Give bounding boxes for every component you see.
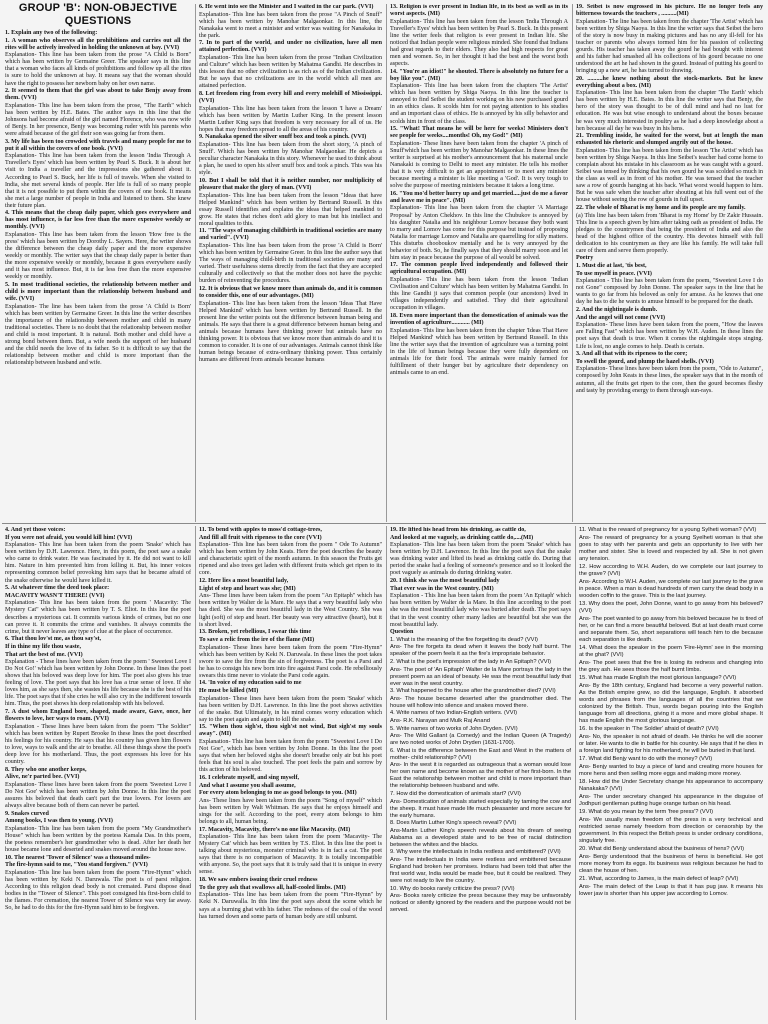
qa-paragraph: 13. Why does the poet, John Donne, want to go away from his beloved? (VVI)	[579, 601, 763, 614]
question-heading: 14. 'In voice of my education said to me	[199, 680, 302, 687]
question-heading: 4. This means that the cheap daily paper, which goes everywhere and has most influence, is far less free than the more expensive weekly or monthly. (VVI)	[5, 210, 191, 231]
question-heading: 2. It seemed to them that the girl was about to take Benjy away from them. (VVI)	[5, 88, 191, 102]
qa-paragraph: 8. Does Martin Luther King's speech reveal? (VVI)	[390, 820, 517, 827]
qa-paragraph: 20. What did Benjy understand about the business of hens? (VVI)	[579, 846, 745, 852]
question-heading: 18. Even more important than the domestication of animals was the invention of agriculture............ (MI)	[390, 312, 568, 326]
qa-paragraph: 12. How according to W.H. Auden, do we complete our last journey to the grave? (VVI)	[579, 564, 763, 577]
qa-paragraph: 19. What do you mean by the term 'free press'? (VVI)	[579, 809, 713, 815]
explanation-paragraph: Explanation- This line has been taken from the lesson 'How free is the press' which has been written by Dorothy L. Sayers. Here, the writer shows the difference between the cheap daily paper and the more expensive weekly or monthly. The writer says that the cheap daily paper is better than the more expensive weekly or monthly, because it goes everywhere easily and it has most influence. But, it is far less free than the more expensive weekly or monthly.	[5, 232, 191, 281]
question-heading: To the grey ash that swallows all, half-cooled limbs. (MI)	[199, 884, 346, 891]
explanation-paragraph: Explanation- This line has been taken from the poem "Sweetest Love I Do Not Goe", which has been written by John Donne. In this line the poet says that when her beloved sighs she doesn't breathe only air but his poet feels that his soul is also touched. The poet feels the pain and sorrow by this action of his beloved.	[199, 739, 382, 774]
qa-paragraph: Ans- Benjy wanted to buy a piece of land and creating more houses for more hens and then selling more eggs and making more money.	[579, 764, 763, 777]
question-heading: 13. Broken, yet rebellious, I swear this time	[199, 629, 312, 636]
question-heading: 18. We saw embers issuing their cruel redness	[199, 877, 318, 884]
question-heading: For every atom belonging to me as good belongs to you. (MI)	[199, 790, 357, 797]
question-heading: 7. A dust whom England bore, shaped, made aware, Gave, once, her flowers to love, her ways to roam. (VVI)	[5, 709, 191, 723]
question-heading: Poetry	[576, 255, 594, 262]
question-heading: 15. "What! That means he will be here for weeks! Ministers don't see people for weeks....months! Oh, my God!" (MI)	[390, 126, 568, 140]
text-block	[579, 527, 763, 898]
column-divider	[572, 4, 573, 522]
section-title: GROUP 'B': NON-OBJECTIVE QUESTIONS	[18, 2, 178, 27]
qa-paragraph: Ans- In the west it is regarded as outrageous that a woman would lose her own name and become known as the mother of her first-born. In the East the relationship between mother and child is more important than the relationship between husband and wife.	[390, 762, 571, 790]
explanation-paragraph: (a) This line has been taken from 'Bharat is my Home' by Dr Zakir Hussain. This line is a speech given by him after taking oath as president of India. He pledges to the countrymen that being the president of India and also the head of the highest office of the country. His devotes himself with full dedication to his countrymen as they are like his family. He will take full care of them and serve them properly.	[576, 212, 763, 254]
top-column-2	[199, 4, 382, 521]
explanation-paragraph: Explanation- This line has been taken from the lesson 'Ideas That Have Helped Mankind' which has been written by Bertrand Russell. In the present line the writer points out the difference between human being and animals. He says that there is a great difference between human being and animals because humans have thinking power but animals have no thinking power. It is obvious that we know more than animals do and it is common to consider. It is one of our advantages. Animals cannot think like human beings because of extra-ordinary thinking power. Thus certainly humans are different from animals because humans	[199, 300, 382, 364]
text-block	[576, 4, 763, 395]
explanation-paragraph: Explanation- This line has been taken from the prose "A Pinch of Snuff" which has been written by Manohar Malgaonkar. In this line, the Nanakaka went to meet a minister and writer was waiting for Nanakaka in the park.	[199, 11, 382, 39]
qa-paragraph: Ans- The reward of pregnancy for a young Syelheti woman is that she goes to stay with her parents and gets an opportunity to live with her mother and sister. She is loved and respected by all. She is not given any tension.	[579, 535, 763, 562]
qa-paragraph: Ans-Martin Luther King's speech reveals about his dream of seeing Alabama as a developed state and to be free of racial distinction between the whites and the blacks.	[390, 827, 571, 848]
explanation-paragraph: Explanation- This line has been taken from the lesson 'I have a Dream' which has been written by Martin Luther King. In the present lesson Martin Luther King says that freedom is very necessary for all of us. He hopes that may freedom spread to all the areas of his country.	[199, 105, 382, 133]
qa-paragraph: 9. Why were the intellectuals in India restless and embittered? (VVI)	[390, 849, 561, 856]
explanation-paragraph: Explanation- This line has been taken from the prose "A Child is Born" which has been written by Germaine Greer. The speaker says in this line that a woman who faces all kinds of prohibitions and follow up all the rites is sure to hold the unknown at bay. It means say that the woman should have the right to possess her newborn baby on her own name.	[5, 52, 191, 87]
explanation-paragraph: Explanation- This line has been taken from the poem 'Macavity- The Mystery Cat' which has been written by T.S. Eliot. In this line the poet is talking about mysterious, monster criminal who is in fact a cat. The poet says that there is no comparison of Macavity. It is totally incompatible with anyone. So, the poet says that it is truly said that it is unique in every sense.	[199, 834, 382, 876]
explanation-paragraph: Explanation- This line has been taken from the lesson 'India Through A Traveller's Eyes' which has been written by Pearl S. Buck. It is about her visit to India a traveller and the impressions she gathered about it. According to Pearl S. Buck, her life is full of travels. When she visited to India, she met several kinds of people. Her life is full of so many people that it is not possible to put them within the covers of one book. It means she met a large number of people in India and listened to them. She knew their future plan.	[5, 153, 191, 209]
explanation-paragraph: Explanation- This line has been taken from the poem 'Snake' which has been written by D.H. Lawrence. Here, in this poem, the poet saw a snake who came to drink water. He was fascinated by it. He did not want to kill him. Nature in him prevented him from killing it. But, his inner voices representing common belief provoking him says that he became afraid of the snake otherwise he would have killed it.	[5, 542, 191, 584]
text-block	[199, 527, 382, 921]
question-heading: 22. The whole of Bharat is my home and its people are my family.	[576, 204, 746, 211]
question-heading: 5. At whatever time the deed took place:	[5, 585, 110, 592]
explanation-paragraph: Explanation- These lines have been taken from the chapter 'A pinch of Snuff'which has been written by Manohar Malgaonkar. In these lines the writer is surprised at his mother's announcement that his maternal uncle Nanakaki is coming to Delhi to meet any minister. He tells his mother that it is very difficult to get an appointment or to meet any minister because meeting a minister is like meeting a 'God'. It is very tough to solve the purpose of meeting ministers because it takes a long time.	[390, 140, 568, 190]
qa-paragraph: Ans- By the 18th century, England had become a very powerful nation. As the British empire grew, so did the language, English. It absorbed words and phrases from the languages of all the countries that we colonized by the British. Thus, words began pouring into the English language from all directions, giving it a more and more global shape. It has made English the most glorious language.	[579, 683, 763, 724]
column-divider	[195, 526, 196, 1020]
question-heading: That art the best of me. (VVI)	[5, 651, 83, 658]
question-heading: 16. "You mo'd better hurry up and get married.....just do me a favor and leave me in peace". (MI)	[390, 190, 568, 204]
qa-paragraph: 1. What is the meaning of the fire forgetting its dead? (VVI)	[390, 636, 538, 643]
top-column-1	[5, 2, 191, 521]
explanation-paragraph: Explanation - This line has been taken from the poem 'An Epitaph' which has been written by Walter de la Mare. In this line according to the poet she was the most beautiful lady who was buried after death. The poet says that in the west country other many ladies are beautiful but she was the most beautiful lady.	[390, 593, 571, 628]
question-heading: 17. Macavity, Macavity, there's no one like Macavity. (MI)	[199, 826, 351, 833]
qa-paragraph: 15. What has made English the most glorious language? (VVI)	[579, 675, 737, 681]
explanation-paragraph: Explanation- This line has been taken from the chapter 'Ideas That Have Helped Mankind' which has been written by Bertrand Russell. In this line the writer says that the invention of agriculture was a turning point in the life of human beings because they were fully dependent on animals life for their food. The animals were mainly farmed for fulfillment of their hunger but by agriculture their dependency on animals came to an end.	[390, 327, 568, 376]
question-heading: 8. Let freedom ring from every hill and every molehill of Mississippi. (VVI)	[199, 90, 382, 104]
explanation-paragraph: Explanation- This line has been taken from the chapter 'The Earth' which has been written by H.E. Bates. In this line the writer says that Benjy, the hero of the story was thought to be of dull mind and had no lust for education. He was but wise enough to understand about the boxes because he was very much interested in poultry as he had a deep knowledge about a hen because all day he was busy in his hens.	[576, 90, 763, 132]
question-heading: 7. In to part of the world, and under no civilization, have all men attained perfection. (VVI)	[199, 40, 382, 54]
qa-paragraph: 18. How did the Under Secretary change his appearance to accompany Nanakaka? (VVI)	[579, 779, 763, 792]
qa-paragraph: 4. Write names of two Indian-English writers. (VVI)	[390, 710, 517, 717]
qa-paragraph: Ans- The poet of 'An Epitaph' Walter de la Mare portrays the lady in the present poem as an ideal of beauty. He was the most beautiful lady that ever was in the west country.	[390, 666, 571, 687]
question-heading: 14. "You're an idiot!" he shouted. There is absolutely no future for a boy like you". (MI)	[390, 68, 568, 82]
qa-paragraph: Ans- We usually mean freedom of the press in a very technical and restricted sense namely freedom from direction or censorship by the government. In this respect the British press is under ordinary conditions, singularly free.	[579, 817, 763, 844]
question-heading: 10. The nearest 'Tower of Silence' was a thousand miles-	[5, 854, 151, 861]
bottom-column-1	[5, 527, 191, 1021]
explanation-paragraph: Explanation- This line has been taken from the lesson 'India Through A Traveller's Eyes' which has been written by Pearl S. Buck. In this present line the writer feels that religion is ever present in Indian life. She noticed that Indian people were religious minded. She found that Indians had great regards to their elders. They also had high respects for great men and women. So, in her thought it had the best and the worst both aspects.	[390, 18, 568, 67]
question-heading: If in thine my life thou waste,	[5, 643, 82, 650]
qa-paragraph: Ans- Benjy understood that the business of hens is beneficial. He got more money from its eggs. Its business was religious because he had to clean the house of hen.	[579, 854, 763, 874]
explanation-paragraph: Explanation - This line has been taken from the poem, "Sweetest Love I do not Gone" composed by John Donne. The speaker says in the line that he wants to go far from his beloved as only for amuse. As he knows that one day he has to die he wants to amuse himself to be prepared for the death.	[576, 278, 763, 306]
question-heading: 11. To bend with apples to moss'd cottage-trees,	[199, 527, 322, 533]
explanation-paragraph: Explanation- This line has been taken from the poem " Ode To Autumn" which has been written by John Keats. Here the poet describes the beauty and characteristic spirit of the month autumn. In this season the Fruits get ripened and also trees get laden with different fruits which get ripen to its core.	[199, 542, 382, 577]
explanation-paragraph: Ans- These lines have been taken from the poem "An Epitaph" which has been written by Walter de la Mare. He says that a very beautiful lady who has died. She was the most beautiful lady in the West Country. She was light (soft) of step and heart. Her beauty was very attractive (heart), but it is short lived.	[199, 593, 382, 628]
section-divider	[2, 523, 766, 524]
qa-paragraph: Ans- Books rarely criticize the press because they may be unfavorably noticed or silently ignored by the readers and the purpose would not be served.	[390, 893, 571, 914]
question-heading: 3. My life has been too crowded with travels and many people for me to put it all within the covers of one book. (VVI)	[5, 138, 191, 152]
question-heading: 2. And the nightingale is dumb.	[576, 307, 658, 314]
question-heading: 11. "The ways of managing childbirth in traditional societies are many and varied". (VVI)	[199, 228, 382, 242]
question-heading: And what I assume you shall assume,	[199, 782, 296, 789]
qa-paragraph: Ans- The intellectuals in India were restless and embittered because England had broken her promises. Indians had been told that after the first world war, India would be made free, but it could be realized. They were not ready to live the country.	[390, 856, 571, 884]
question-heading: 1. Must die at last, 'tis best,	[576, 263, 647, 270]
explanation-paragraph: Explanation- This line has been taken from the prose 'A Child is Born' which has been written by Germaine Greer. In this line the author says that The ways of managing child-birth in traditional societies are many and varied. Their usefulness stems directly from the fact that they are accepted culturally and collectively so that the mother does not have the psychic burden of reinventing the procedures.	[199, 243, 382, 285]
qa-paragraph: 6. What is the difference between the East and West in the matters of mother- child relationship? (VVI)	[390, 747, 571, 761]
question-heading: 20. ..........he knew nothing about the stock-markets. But he knew everything about a box. (MI)	[576, 75, 763, 89]
question-heading: And looked at me vaguely, as drinking cattle do,....(MI)	[390, 534, 534, 541]
question-heading: Light of step and heart was she; (MI)	[199, 585, 296, 592]
question-heading: Among books, I was then to young. (VVI)	[5, 818, 113, 825]
text-block	[390, 527, 571, 914]
question-heading: 8. They who one another keeps,	[5, 766, 87, 773]
qa-paragraph: Ans- The poet sees that the fire is losing its redness and changing into the grey ash. He sees those the half burnt limbs.	[579, 660, 763, 673]
explanation-paragraph: Explanation- This line has been taken from the short story, 'A pinch of Snuff'. Which has been written by Manohar Malgaonkar. He depicts a peculiar character Nanakaka in this story. Whenever he used to think about a plan, he used to open his silver snuff box and took a pinch. This was his style.	[199, 142, 382, 177]
explanation-paragraph: Explanation- This line has been taken from the chapters 'The Artist' which has been written by Shiga Naoya. In this line the teacher is annoyed to find Seibei the student working on his new purchased gourd in an ethics class. It scolds him for not paying attention to his studies and an important class of ethics. He is annoyed by his silly behavior and scolds him in front of the class.	[390, 83, 568, 125]
explanation-paragraph: Ans- These lines have been taken from the poem "Song of myself" which has been written by Walt Whitman. He says that he enjoys himself and sings for the self. According to the poet, every atom belongs to him belongs to all, human being.	[199, 797, 382, 825]
qa-paragraph: 16. Is the speaker in 'The Soldier' afraid of death? (VVI)	[579, 726, 719, 732]
question-heading: 19. He lifted his head from his drinking, as cattle do,	[390, 527, 526, 533]
text-block	[5, 30, 191, 367]
question-heading: 12. Here lies a most beautiful lady,	[199, 578, 289, 585]
question-heading: To save a relic from the ire of the flame (MI)	[199, 636, 315, 643]
explanation-paragraph: Explanation- This line has been taken from the poem "Fire-Hymn" which has been written by Keki N. Daruwala. The poet is of parsi religion. According to this religion dead body is not cremated. Parsi dispose dead bodies in the "Tower of Silence". This poet consigned his first-born child to the flames. For cremation, the nearest Tower of Silence was very far away. So, he had to do this for the fire-Hymn said him to be forgiven.	[5, 870, 191, 912]
qa-paragraph: 17. What did Benjy want to do with the money? (VVI)	[579, 756, 713, 762]
qa-paragraph: Ans- No, the speaker is not afraid of death. He thinks he will die sooner or later. He wants to die in battle for his country. He says that if he dies in a foreign land fighting for his motherland, he will be buried in that land.	[579, 734, 763, 754]
qa-paragraph: Ans- The main defect of the Leap is that it has pug jaw. It means his lower jaw is shorter than his upper jaw according to Lomov.	[579, 884, 763, 897]
column-divider	[575, 526, 576, 1020]
qa-paragraph: 14. What does the speaker in the poem 'Fire-Hymn' see in the morning at the ghat? (VVI)	[579, 645, 763, 658]
question-heading: To swell the gourd, and plump the hazel shells. (VVI)	[576, 358, 714, 365]
explanation-paragraph: Explanation - These lines have been taken from the poem "The Soldier" which has been written by Rupert Brooke In these lines the poet described his feelings for his country. He says that his country has given him flowers to love, ways to walk and the air to breathe. All these things show the poet's deep love for his motherland. Thus, the poet expresses his love for his country.	[5, 723, 191, 766]
column-divider	[195, 4, 196, 522]
explanation-paragraph: Explanation- These lines have been taken from the poem "Fire-Hymn" which has been written by Keki N. Daruwala. In these lines the poet takes swore to save the fire from the sin of forgiveness. The poet is a Parsi and he has to consign his new born into fire against Parsi code. He rebelliously swears this time never to violate the Parsi code again.	[199, 644, 382, 679]
bottom-column-3	[390, 527, 571, 1021]
question-heading: 19. Seibei is now engrossed in his picture. He no longer feels any bitterness towards the teachers , ..........(MI)	[576, 4, 763, 18]
question-heading: To use myself in peace. (VVI)	[576, 270, 652, 277]
question-heading: 1. A woman who observes all the prohibitions and carries out all the rites will be actively involved in holding the unknown at bay. (VVI)	[5, 37, 191, 51]
question-heading: 17. The common people lived independently and followed their agricultural occupation. (MI)	[390, 262, 568, 276]
text-block	[199, 4, 382, 364]
question-heading: And fill all fruit with ripeness to the core (VVI)	[199, 534, 322, 541]
explanation-paragraph: Explanation- These lines have been taken from the poem 'Sweetest Love I Do Not Goe' which has been written by John Donne. In this line the poet assures his beloved that death can't part the true lovers. For lovers are always alive because both of them can never be parted.	[5, 781, 191, 810]
qa-paragraph: Ans- Domestication of animals started especially by taming the cow and the sheep. It must have made life much pleasanter and more secure for the early humans.	[390, 798, 571, 819]
explanation-paragraph: Explanation- This line has been taken from the lesson 'The Artist' which has been written by Shiga Naoya. In this line Seibei's teacher had come home to complain about his mistake in his classroom as he was caught with a gourd. Seibei was tensed by thinking that his own gourd he was scolded so much in the class as well as in front of his mother. He was tensed that the teacher saw a row of gourds hanging at his back. What worst would happen to him. But he was safe when the teacher after shouting at his full went out of the house without seeing the row of gourds in full upset.	[576, 147, 763, 204]
question-heading: 9. Snakes curved	[5, 810, 49, 817]
explanation-paragraph: Explanation- These lines have been taken from the poem 'Snake' which has been written by D.H. Lawrence. In this line the poet shows activities of the snake. But Ultimately, in his mind comes worry education which say to the poet again and again to kill the snake.	[199, 695, 382, 723]
qa-paragraph: 10. Why do books rarely criticize the press? (VVI)	[390, 885, 515, 892]
top-column-3	[390, 4, 568, 521]
bottom-column-2	[199, 527, 382, 1021]
question-heading: He must be killed (MI)	[199, 687, 259, 694]
qa-paragraph: 3. What happened to the house after the grandmother died? (VVI)	[390, 688, 556, 695]
qa-paragraph: Ans- The house became deserted after the grandmother died. The house will hollow into silence and snakes moved there.	[390, 695, 571, 709]
qa-paragraph: Ans- The poet wanted to go away from his beloved because he is tired of her, or he can find a more beautiful beloved. But at last death must come and separate them. So, short separations will teach him to die because each separation is like death.	[579, 616, 763, 643]
question-heading: 6. He went into see the Minister and I waited in the car park. (VVI)	[199, 4, 374, 10]
question-heading: If you were not afraid, you would kill him! (VVI)	[5, 534, 133, 541]
question-heading: 10. But I shall be told that it is neither number, nor multiplicity of pleasure that make the glory of man. (VVI)	[199, 177, 382, 191]
question-heading: 21. Trembling inside, he waited for the worst, but at length the man exhausted his rhetoric and slumped angrily out of the house.	[576, 133, 763, 147]
question-heading: Question	[390, 629, 414, 636]
question-heading: 16. I celebrate myself, and sing myself,	[199, 774, 300, 781]
qa-paragraph: 7. How did the domestication of animals start? (VVI)	[390, 790, 521, 797]
question-heading: 13. Religion is ever present in Indian life, in its best as well as in its worst aspects. (MI)	[390, 4, 568, 18]
explanation-paragraph: Explanation - These lines have been taken from the poem ' Sweetest Love I Do Not Go!' which has been written by John Donne. In these lines the poet shows that his beloved was deep love for him. The poet also gives his true feeling of love. The poet says that his love has a true sense of love. If she loves him, as she says then, she wastes his life because she is the best of his life. The poet says that if she cries he will also cry in the indifferent towards him. Thus, the poet shows his deep relationship with his beloved.	[5, 659, 191, 708]
question-heading: 15. "When thou sigh'st, thou sigh'st not wind, But sigh'st my souls away". (MI)	[199, 724, 382, 738]
qa-paragraph: 11. What is the reward of pregnancy for a young Sylheti woman? (VVI)	[579, 527, 757, 533]
question-heading: And the angel will not come (VVI)	[576, 314, 666, 321]
explanation-paragraph: Explanation- These lines have been taken from the poem, "Ode to Autumn", composed by John Keats in these lines, the speaker says that in the month of autumn, all the fruits get ripen to the core, then the gourd becomes fleshy and tasty by providing energy to them through sun-rays.	[576, 366, 763, 394]
qa-paragraph: Ans- According to W.H. Auden, we complete our last journey to the grave in peace. When a man is dead hundreds of men carry the dead body in a wooden coffin to the grave. This is the last journey.	[579, 579, 763, 599]
bottom-column-4	[579, 527, 763, 1021]
explanation-paragraph: Explanation- This line has been taken from the poem "Fire-Hymn" by Keki N. Daruwalla. In this line the poet says about the scene which he says at a burning ghat with his father. The redness of the coal of the wood has turned down and some parts of human body are still unburnt.	[199, 892, 382, 920]
explanation-paragraph: Explanation- This line has been taken from the poem ' Macavity: The Mystery Cat" which has been written by T. S. Eliot. In this line the poet describes a mysterious cat. It commits various kinds of crimes, but no one can prove it. It commits the crime and vanishes. It always commits the crime, but it never leaves any type of clue at the place of occurrence.	[5, 600, 191, 635]
text-block	[390, 4, 568, 377]
explanation-paragraph: Explanation- This line has been taken from the prose "Indian Civilization and Culture" which has been written by Mahatma Gandhi. He describes in this lesson that no other civilization is as rich as of the Indian civilization. But he says that no civilizations are in the world which all men are attained perfection.	[199, 55, 382, 90]
explanation-paragraph: Explanation- This line has been taken from the poem "My Grandmother's House" which has been written by the poetess Kamala Das. In this poem, the poetess remember's her grandmother who is dead. After her death her house became lone and deserted and snakes moved around the house now.	[5, 826, 191, 854]
column-divider	[386, 4, 387, 522]
qa-paragraph: Ans- The fire forgets its dead when it leaves the body half burnt. The speaker of the poem feels it as the fire's impropriate behavior.	[390, 644, 571, 658]
question-heading: 20. I think she was the most beautiful lady	[390, 578, 500, 585]
text-block	[5, 527, 191, 912]
question-heading: That ever was in the West country. (MI)	[390, 585, 494, 592]
top-column-4	[576, 4, 763, 521]
question-heading: Alive, ne'r parted bee. (VVI)	[5, 774, 80, 781]
explanation-paragraph: Explanation- The line has been taken from the chapter 'The Artist' which has been written by Shiga Naoya. In this line the writer says that Seibei the hero of the story is now busy in making pictures and has no any ill-fell for his teacher or parents who always tormed him for his passion of collecting gourds. His teacher has taken away the gourd he had bought with interest and his father had smashed all his collections of his gourd because no one understood the art he had shown in the gourd. Instead of putting his gourd to bringing up a new art, he has turned to drawing.	[576, 18, 763, 75]
explanation-paragraph: Explanation- This line has been taken from the lesson 'Indian Civilisation and Culture' which has been written by Mahatma Gandhi. In this line Gandhi ji says that common people (our ancestors) lived in villages independently and satisfied. They did their agricultural occupation in villages.	[390, 277, 568, 312]
question-heading: The fire-hymn said to me, "You stand forgiven." (VVI)	[5, 862, 148, 869]
qa-paragraph: Ans- The under secretary changed his appearance in the disguise of Jodhpuri gentleman putting huge orange turban on his head.	[579, 794, 763, 807]
question-heading: 9. Nanakaka opened the silver snuff box and took a pinch. (VVI)	[199, 134, 367, 141]
explanation-paragraph: Explanation- The line has been taken from the prose 'A Child is Born' which has been written by Germaine Greer. In this line the writer describes the importance of the relationship between mother and child in many traditional societies. There is no doubt that the relationship between mother and child is most important. It is natural. Both mother and child have a strong bond between them. But, a wife needs the support of her husband and the child needs the love of its father. So it is difficult to say that the relationship between mother and child is more important than the relationship between husband and wife.	[5, 303, 191, 367]
question-heading: 5. In most traditional societies, the relationship between mother and child is more important than the relationship between husband and wife. (VVI)	[5, 281, 191, 303]
qa-paragraph: Ans- The Wild Gallant (a Comedy) and the Indian Queen (A Tragedy) are two noted works of John Dryden (1631-1700).	[390, 733, 571, 747]
explanation-paragraph: Explanation- This line has been taken from the poem 'Snake' which has been written by D.H. Lawrence. In this line the poet says that the snake was drinking water and lifted its head as drinking cattle do. During that period the snake had a feeling of someone's presence and so it looked the poet vaguely as animals do during drinking water.	[390, 542, 571, 577]
question-heading: MACAVITY WASN'T THERE! (VVI)	[5, 592, 105, 599]
qa-paragraph: 5. Write names of two works of John Dryden. (VVI)	[390, 725, 518, 732]
question-heading: 1. Explain any two of the following:	[5, 30, 98, 36]
question-heading: 3. And all that with its ripeness to the core;	[576, 351, 688, 358]
explanation-paragraph: Explanation- These lines have been taken from the poem, "How the leaves are Falling Fast" which has been written by W.H. Auden. In these lines the poet says that death is true. When it comes the nightingale stops singing. Life is lost, no angle comes to help. Death is certain.	[576, 322, 763, 350]
qa-paragraph: Ans- R.K. Narayan and Mulk Raj Anand	[390, 718, 490, 725]
qa-paragraph: 21. What, according to James, is the main defect of leap? (VVI)	[579, 876, 739, 882]
question-heading: 12. It is obvious that we know more than animals do, and it is common to consider this, one of our advantages. (MI)	[199, 285, 382, 299]
question-heading: 4. And yet those voices:	[5, 527, 66, 533]
explanation-paragraph: Explanation- This line has been taken from the chapter 'A Marriage Proposal' by Anton Chekhov. In this line the Chubukov is annoyed by his daughter Natalia and his neighbour Lomov because they both want to marry and Lomov has come for this purpose but instead of proposing Natalia for marriage Lomov and Natalia are quarrelling for silly matters. This disturbs chooboukov mentally and he is very annoyed by the behavior of both. So, he finally says that they should marry soon and let him stay in peace because the purpose of all would be solved.	[390, 205, 568, 261]
question-heading: 6. That thou lov'st me, as thou say'st,	[5, 636, 102, 643]
explanation-paragraph: Explanation- This line has been taken from the lesson "Ideas that have Helped Mankind" which has been written by Bertrand Russell. In this essay Russell identifies and explains the ideas that helped mankind to grow. He states that riches don't add glory to man but his intellect and moral qualities to this.	[199, 192, 382, 227]
column-divider	[386, 526, 387, 1020]
explanation-paragraph: Explanation- This line has been taken from the prose, "The Earth" which has been written by H.E. Bates. The author says in this line that the Johnsons had become afraid of the girl named Florence, who was now wife of Benjy. In her presence, Benjy was becoming ruder with his parents who were afraid because of the girl their son was going far from them.	[5, 102, 191, 138]
qa-paragraph: 2. What is the poet's impression of the lady in An Epitaph? (VVI)	[390, 659, 552, 666]
